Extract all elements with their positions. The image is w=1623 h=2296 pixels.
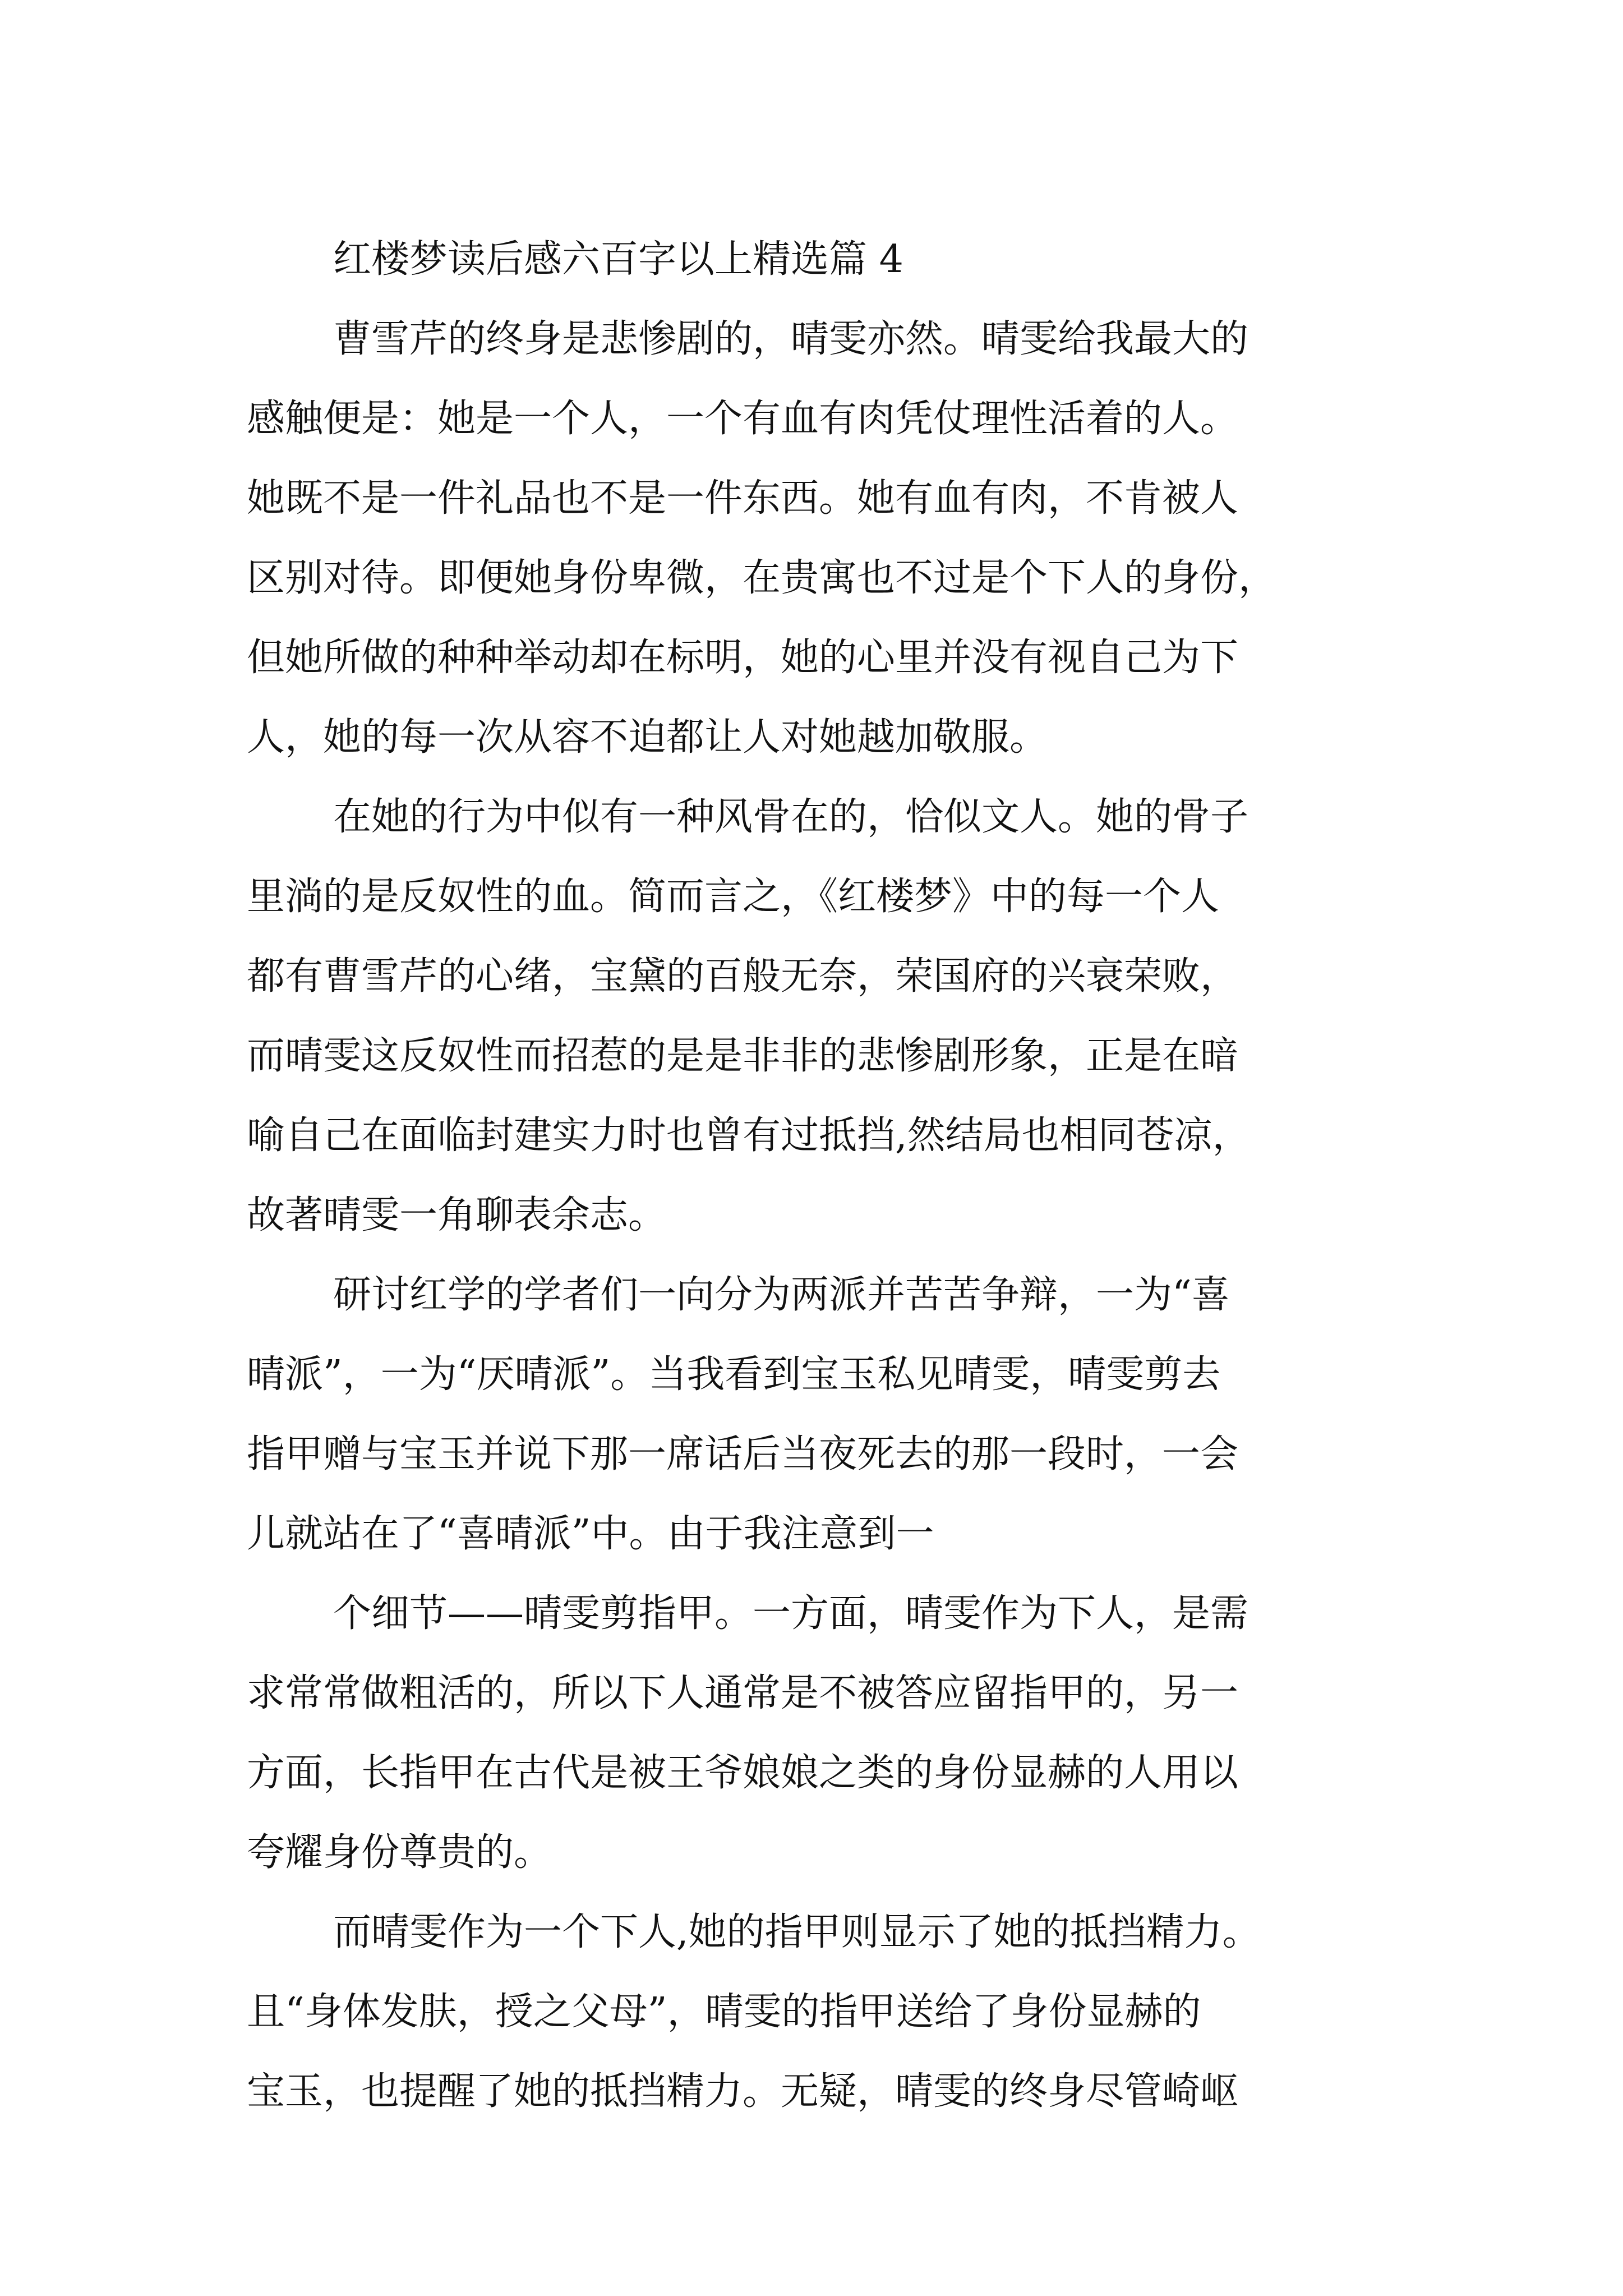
text-line: 个细节——晴雯剪指甲。一方面，晴雯作为下人，是需 <box>333 1591 1249 1636</box>
document-heading: 红楼梦读后感六百字以上精选篇 4 <box>333 237 903 282</box>
text-line: 夸耀身份尊贵的。 <box>247 1830 552 1875</box>
text-line: 但她所做的种种举动却在标明，她的心里并没有视自己为下 <box>247 636 1239 680</box>
text-line: 研讨红学的学者们一向分为两派并苦苦争辩，一为“喜 <box>333 1273 1230 1317</box>
text-line: 喻自己在面临封建实力时也曾有过抵挡,然结局也相同苍凉， <box>247 1114 1251 1158</box>
text-line: 都有曹雪芹的心绪，宝黛的百般无奈，荣国府的兴衰荣败， <box>247 954 1239 999</box>
text-line: 感触便是：她是一个人，一个有血有肉凭仗理性活着的人。 <box>247 397 1239 441</box>
text-line: 而晴雯作为一个下人,她的指甲则显示了她的抵挡精力。 <box>333 1910 1261 1954</box>
text-line: 她既不是一件礼品也不是一件东西。她有血有肉，不肯被人 <box>247 476 1239 521</box>
document-body <box>247 220 1400 2132</box>
text-line: 指甲赠与宝玉并说下那一席话后当夜死去的那一段时，一会 <box>247 1432 1239 1476</box>
text-line: 在她的行为中似有一种风骨在的，恰似文人。她的骨子 <box>333 795 1249 839</box>
text-line: 且“身体发肤，授之父母”，晴雯的指甲送给了身份显赫的 <box>247 1990 1201 2034</box>
text-line: 故著晴雯一角聊表余志。 <box>247 1193 667 1237</box>
text-line: 而晴雯这反奴性而招惹的是是非非的悲惨剧形象，正是在暗 <box>247 1034 1239 1078</box>
text-line: 宝玉，也提醒了她的抵挡精力。无疑，晴雯的终身尽管崎岖 <box>247 2069 1239 2114</box>
text-line: 方面，长指甲在古代是被王爷娘娘之类的身份显赫的人用以 <box>247 1751 1239 1795</box>
text-line: 人，她的每一次从容不迫都让人对她越加敬服。 <box>247 715 1048 760</box>
text-line: 儿就站在了“喜晴派”中。由于我注意到一 <box>247 1512 934 1556</box>
text-line: 曹雪芹的终身是悲惨剧的，晴雯亦然。晴雯给我最大的 <box>333 317 1249 361</box>
text-line: 求常常做粗活的，所以下人通常是不被答应留指甲的，另一 <box>247 1671 1239 1715</box>
text-line: 晴派”，一为“厌晴派”。当我看到宝玉私见晴雯，晴雯剪去 <box>247 1352 1221 1397</box>
text-line: 里淌的是反奴性的血。简而言之，《红楼梦》中的每一个人 <box>247 875 1220 919</box>
text-line: 区别对待。即便她身份卑微，在贵寓也不过是个下人的身份， <box>247 556 1277 600</box>
